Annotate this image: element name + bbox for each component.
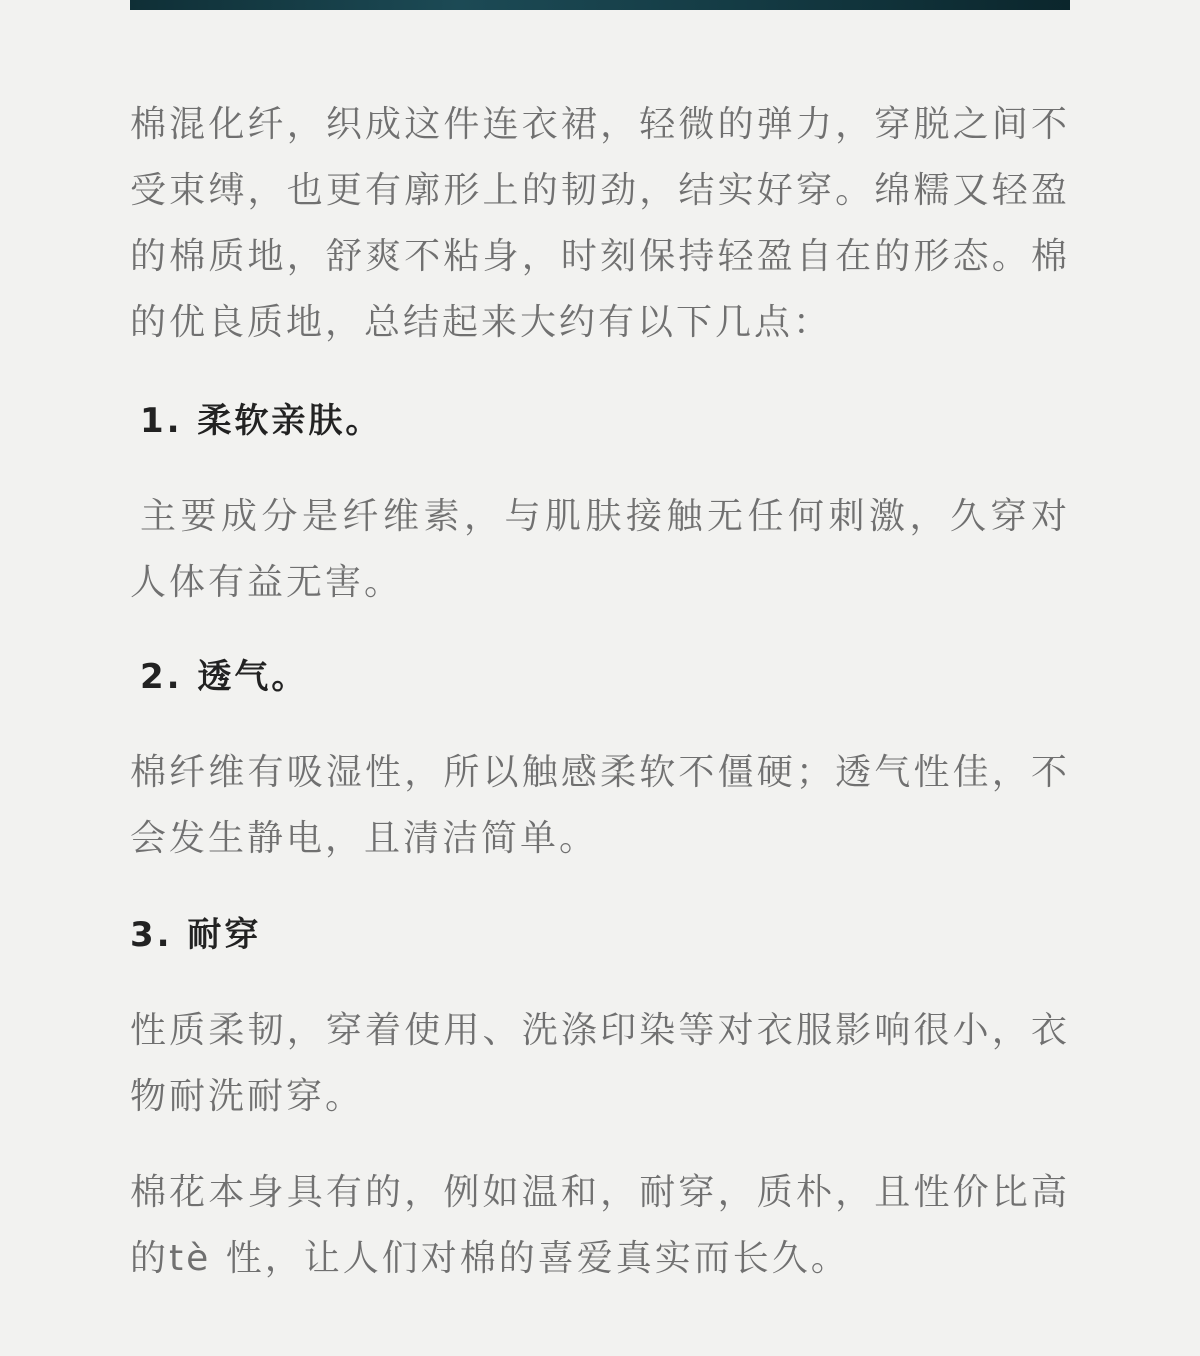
section-body-soft: 主要成分是纤维素，与肌肤接触无任何刺激，久穿对人体有益无害。 [130,496,1070,603]
section-heading-breathable: 2. 透气。 [140,657,309,697]
article-body [130,92,1070,1292]
section-body-durable: 性质柔韧，穿着使用、洗涤印染等对衣服影响很小，衣物耐洗耐穿。 [130,1010,1070,1117]
intro-paragraph: 棉混化纤，织成这件连衣裙，轻微的弹力，穿脱之间不受束缚，也更有廓形上的韧劲，结实好穿。绵糯又轻盈的棉质地，舒爽不粘身，时刻保持轻盈自在的形态。棉的优良质地，总结起来大约有以下几点： [130,104,1070,343]
section-body-breathable: 棉纤维有吸湿性，所以触感柔软不僵硬；透气性佳，不会发生静电，且清洁简单。 [130,752,1070,859]
section-heading-durable: 3. 耐穿 [130,915,262,955]
section-heading-soft: 1. 柔软亲肤。 [140,401,383,441]
closing-paragraph: 棉花本身具有的，例如温和，耐穿，质朴，且性价比高的tè 性，让人们对棉的喜爱真实而长久。 [130,1172,1070,1279]
header-image-strip [130,0,1070,10]
